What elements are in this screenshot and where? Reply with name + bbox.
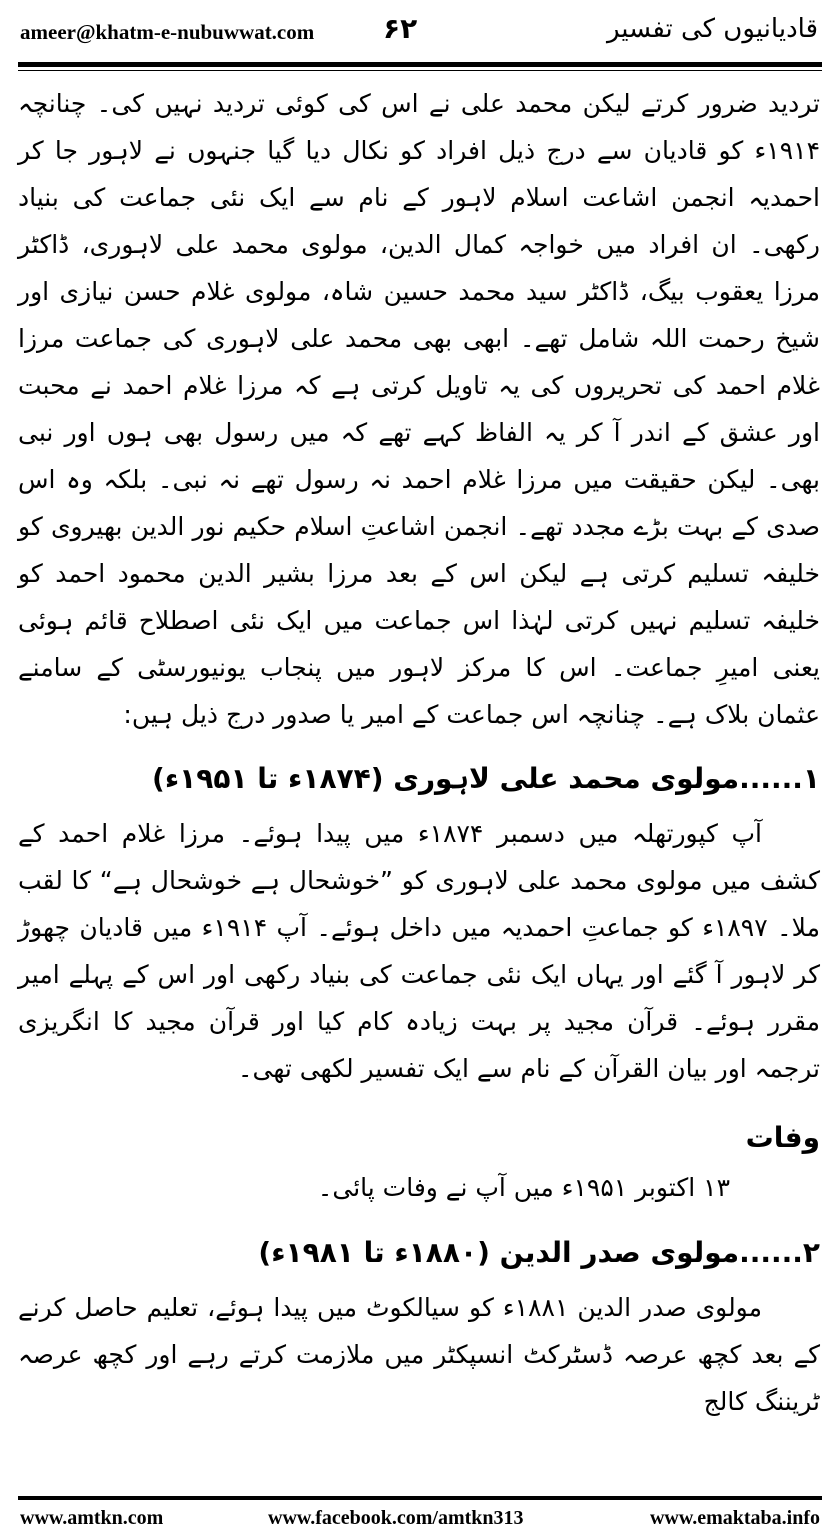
intro-paragraph: تردید ضرور کرتے لیکن محمد علی نے اس کی کوئی تردید نہیں کی۔ چنانچہ ۱۹۱۴ء کو قادیان سے درج ذیل افراد کو نکال دیا گیا جنہوں نے لاہور جا کر احمدیہ انجمن اشاعت اسلام لاہور کے نام سے ایک نئی جماعت کی بنیاد رکھی۔ ان افراد میں خواجہ کمال الدین، مولوی محمد علی لاہوری، ڈاکٹر مرزا یعقوب بیگ، ڈاکٹر سید محمد حسین شاہ، مولوی غلام حسن نیازی اور شیخ رحمت اللہ شامل تھے۔ ابھی بھی محمد علی لاہوری کی جماعت مرزا غلام احمد کی تحریروں کی یہ تاویل کرتی ہے کہ مرزا غلام احمد نے محبت اور عشق کے اندر آ کر یہ الفاظ کہے تھے کہ میں رسول بھی ہوں اور نبی بھی۔ لیکن حقیقت میں مرزا غلام احمد نہ رسول تھے نہ نبی۔ بلکہ وہ اس صدی کے بہت بڑے مجدد تھے۔ انجمن اشاعتِ اسلام حکیم نور الدین بھیروی کو خلیفہ تسلیم کرتی ہے لیکن اس کے بعد مرزا بشیر الدین محمود احمد کو خلیفہ تسلیم نہیں کرتی لہٰذا اس جماعت میں ایک نئی اصطلاح قائم ہوئی یعنی امیرِ جماعت۔ اس کا مرکز لاہور میں پنجاب یونیورسٹی کے سامنے عثمان بلاک ہے۔ چنانچہ اس جماعت کے امیر یا صدور درج ذیل ہیں: (18, 89, 820, 729)
footer-link-facebook[interactable]: www.facebook.com/amtkn313 (268, 1507, 524, 1529)
footer-link-emaktaba[interactable]: www.emaktaba.info (649, 1507, 820, 1529)
footer-rule (18, 1496, 822, 1500)
header-email: ameer@khatm-e-nubuwwat.com (20, 20, 315, 44)
header-rule-thick (18, 62, 822, 67)
section-2-paragraph: مولوی صدر الدین ۱۸۸۱ء کو سیالکوٹ میں پیدا ہوئے، تعلیم حاصل کرنے کے بعد کچھ عرصہ ڈسٹرکٹ انسپکٹر میں ملازمت کرتے رہے اور کچھ عرصہ ٹریننگ کالج (18, 1293, 820, 1416)
header-rule-thin (18, 70, 822, 71)
death-heading: وفات (745, 1121, 820, 1154)
section-1-paragraph: آپ کپورتھلہ میں دسمبر ۱۸۷۴ء میں پیدا ہوئے۔ مرزا غلام احمد کے کشف میں مولوی محمد علی لاہوری کو ”خوشحال ہے خوشحال ہے“ کا لقب ملا۔ ۱۸۹۷ء کو جماعتِ احمدیہ میں داخل ہوئے۔ آپ ۱۹۱۴ء میں قادیان چھوڑ کر لاہور آ گئے اور یہاں ایک نئی جماعت کی بنیاد رکھی اور اس کے پہلے امیر مقرر ہوئے۔ قرآن مجید پر بہت زیادہ کام کیا اور قرآن مجید کا انگریزی ترجمہ اور بیان القرآن کے نام سے ایک تفسیر لکھی تھی۔ (18, 819, 820, 1083)
page-body (18, 80, 820, 1425)
footer-link-amtkn[interactable]: www.amtkn.com (20, 1507, 164, 1529)
death-line: ۱۳ اکتوبر ۱۹۵۱ء میں آپ نے وفات پائی۔ (317, 1173, 730, 1202)
book-title: قادیانیوں کی تفسیر (606, 14, 818, 44)
page-number: ۶۲ (383, 12, 418, 45)
footer (20, 1507, 820, 1533)
section-2-heading: ۲......مولوی صدر الدین (۱۸۸۰ء تا ۱۹۸۱ء) (258, 1236, 820, 1269)
section-1-heading: ۱......مولوی محمد علی لاہوری (۱۸۷۴ء تا ۱۹۵۱ء) (152, 762, 820, 795)
